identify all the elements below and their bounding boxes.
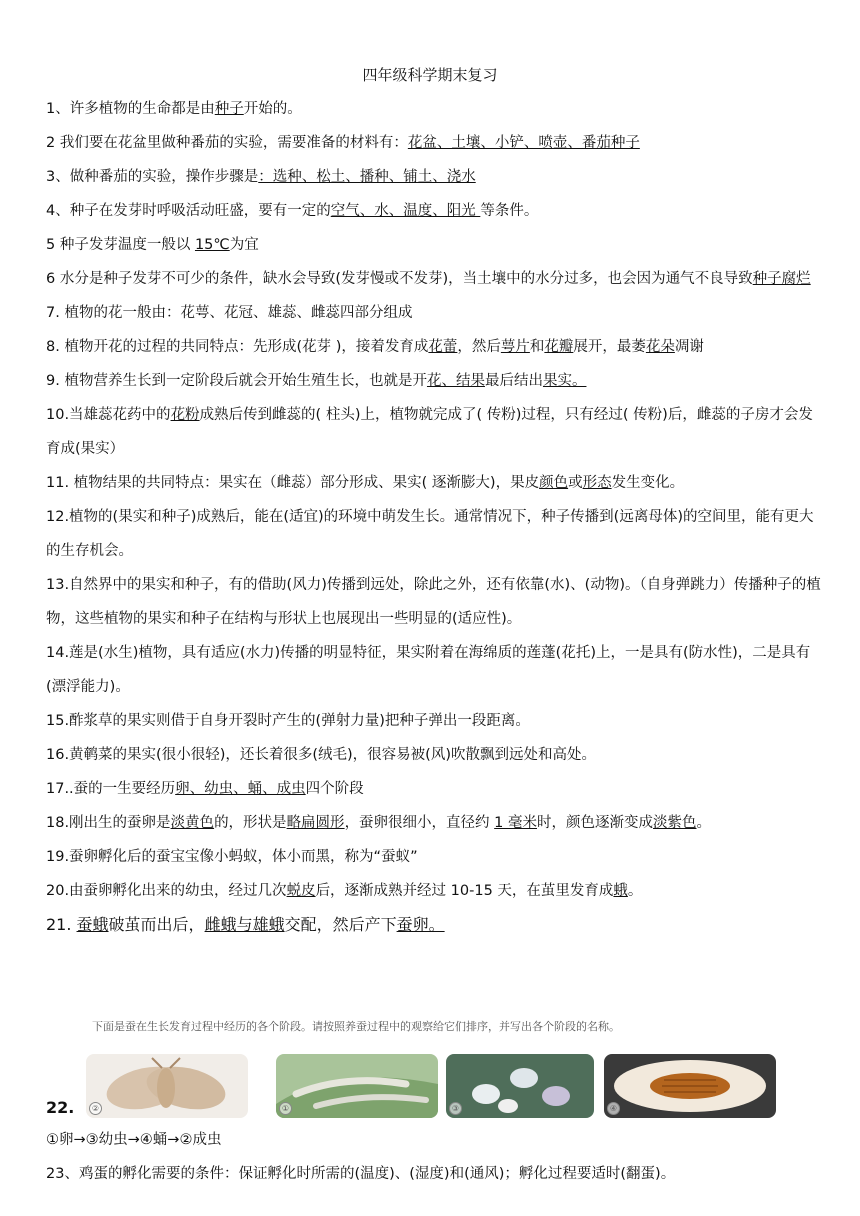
item-text: 交配，然后产下: [284, 915, 397, 934]
question-22-number: 22.: [46, 1098, 75, 1117]
question-22-instruction: 下面是蚕在生长发育过程中经历的各个阶段。请按照养蚕过程中的观察给它们排序，并写出各个阶段的名称。: [92, 1020, 620, 1033]
underlined-answer: 种子: [214, 101, 244, 117]
underlined-answer: 略扁圆形: [286, 815, 345, 831]
item-text: 开始的。: [243, 101, 302, 117]
underlined-answer: 蛾: [613, 883, 628, 899]
page-title: 四年级科学期末复习: [362, 66, 498, 84]
item-text: 6 水分是种子发芽不可少的条件，缺水会导致(发芽慢或不发芽)，当土壤中的水分过多，也会因为通气不良导致: [46, 271, 753, 287]
moth-photo: [86, 1054, 248, 1118]
review-item: [46, 262, 826, 296]
item-text: 7. 植物的花一般由：花萼、花冠、雄蕊、雌蕊四部分组成: [46, 305, 413, 321]
underlined-answer: 种子腐烂: [752, 271, 811, 287]
item-text: 5 种子发芽温度一般以: [46, 237, 195, 253]
review-item: [46, 738, 826, 772]
item-text: 1、许多植物的生命都是由: [46, 101, 215, 117]
review-item: [46, 126, 826, 160]
review-item: [46, 806, 826, 840]
silkworm-stage-photos: [86, 1054, 776, 1124]
item-text: 2 我们要在花盆里做种番茄的实验，需要准备的材料有：: [46, 135, 408, 151]
item-text: 和: [529, 339, 545, 355]
larva-icon: [276, 1054, 438, 1118]
review-item: [46, 772, 826, 806]
underlined-answer: 花粉: [170, 407, 200, 423]
item-text: 凋谢: [674, 339, 704, 355]
item-text: 。: [627, 883, 643, 899]
photo-number: ③: [449, 1102, 462, 1115]
review-item: [46, 840, 826, 874]
pupa-photo: [604, 1054, 776, 1118]
item-text: 等条件。: [480, 203, 539, 219]
item-text: 的，形状是: [214, 815, 287, 831]
underlined-answer: 形态: [582, 475, 612, 491]
item-text: ，蚕卵很细小，直径约: [344, 815, 495, 831]
item-text: 4、种子在发芽时呼吸活动旺盛，要有一定的: [46, 203, 331, 219]
underlined-answer: 淡紫色: [653, 815, 697, 831]
review-item: [46, 92, 826, 126]
underlined-answer: 15℃: [194, 237, 230, 253]
underlined-answer: 蜕皮: [286, 883, 316, 899]
item-text: 。: [696, 815, 712, 831]
underlined-answer: 萼片: [500, 339, 530, 355]
item-text: 时，颜色逐渐变成: [537, 815, 654, 831]
photo-number: ①: [279, 1102, 292, 1115]
photo-number: ④: [607, 1102, 620, 1115]
underlined-answer: 1 毫米: [494, 815, 538, 831]
underlined-answer: 雌蛾与雄蛾: [204, 915, 285, 934]
underlined-answer: 卵、幼虫、蛹、成虫: [175, 781, 306, 797]
item-text: 17..蚕的一生要经历: [46, 781, 176, 797]
item-text: 18.刚出生的蚕卵是: [46, 815, 171, 831]
item-text: 15.酢浆草的果实则借于自身开裂时产生的(弹射力量)把种子弹出一段距离。: [46, 713, 530, 729]
item-text: 12.植物的(果实和种子)成熟后，能在(适宜)的环境中萌发生长。通常情况下，种子传播到(远离母体)的空间里，能有更大的生存机会。: [46, 509, 814, 559]
item-text: 为宜: [229, 237, 259, 253]
item-text: 或: [568, 475, 583, 491]
egg-photo: [446, 1054, 594, 1118]
review-item: [46, 228, 826, 262]
item-text: 11. 植物结果的共同特点：果实在（雌蕊）部分形成、果实( 逐渐膨大)，果皮: [46, 475, 540, 491]
item-text: 发生变化。: [611, 475, 685, 491]
underlined-answer: 花蕾: [428, 339, 458, 355]
review-item: [46, 636, 826, 704]
item-text: 19.蚕卵孵化后的蚕宝宝像小蚂蚁，体小而黑，称为“蚕蚁”: [46, 849, 418, 865]
item-text: 9. 植物营养生长到一定阶段后就会开始生殖生长，也就是开: [46, 373, 427, 389]
underlined-answer: 花盆、土壤、小铲、喷壶、番茄种子: [407, 135, 640, 151]
review-item: [46, 908, 826, 942]
item-text: 最后结出: [484, 373, 543, 389]
item-text: 3、做种番茄的实验，操作步骤是: [46, 169, 259, 185]
item-text: 20.由蚕卵孵化出来的幼虫，经过几次: [46, 883, 287, 899]
underlined-answer: 空气、水、温度、阳光: [330, 203, 481, 219]
pupa-icon: [604, 1054, 776, 1118]
review-item: [46, 364, 826, 398]
item-text: ，然后: [457, 339, 501, 355]
underlined-answer: 蚕卵。: [396, 915, 445, 934]
item-text: 13.自然界中的果实和种子，有的借助(风力)传播到远处，除此之外，还有依靠(水)、(动物)。（自身弹跳力）传播种子的植物，这些植物的果实和种子在结构与形状上也展现出一些明显的(适应性)。: [46, 577, 821, 627]
review-item: [46, 466, 826, 500]
item-text: 10.当雄蕊花药中的: [46, 407, 171, 423]
review-item: [46, 194, 826, 228]
underlined-answer: 淡黄色: [170, 815, 215, 831]
review-item: [46, 568, 826, 636]
underlined-answer: 花朵: [645, 339, 675, 355]
item-text: 破茧而出后，: [108, 915, 205, 934]
item-text: 21.: [46, 915, 77, 934]
item-text: 14.莲是(水生)植物，具有适应(水力)传播的明显特征，果实附着在海绵质的莲蓬(花托)上，一是具有(防水性)，二是具有(漂浮能力)。: [46, 645, 811, 695]
review-item: [46, 296, 826, 330]
item-text: 后，逐渐成熟并经过 10-15 天，在茧里发育成: [315, 883, 614, 899]
egg-icon: [446, 1054, 594, 1118]
review-item-23: 23、鸡蛋的孵化需要的条件：保证孵化时所需的(温度)、(湿度)和(通风)；孵化过程要适时(翻蛋)。: [46, 1166, 676, 1182]
review-item: [46, 874, 826, 908]
item-text: 16.黄鹌菜的果实(很小很轻)，还长着很多(绒毛)，很容易被(风)吹散飘到远处和高处。: [46, 747, 596, 763]
review-item: [46, 704, 826, 738]
review-item: [46, 160, 826, 194]
larva-photo: [276, 1054, 438, 1118]
review-item: [46, 500, 826, 568]
review-item: [46, 398, 826, 466]
question-22-answer: ①卵→③幼虫→④蛹→②成虫: [46, 1132, 222, 1148]
review-items-list: [46, 92, 826, 942]
underlined-answer: 蚕蛾: [76, 915, 109, 934]
item-text: 四个阶段: [305, 781, 364, 797]
underlined-answer: 花、结果: [426, 373, 485, 389]
item-text: 8. 植物开花的过程的共同特点：先形成(花芽 )，接着发育成: [46, 339, 429, 355]
item-text: 展开，最萎: [573, 339, 646, 355]
underlined-answer: 颜色: [539, 475, 569, 491]
moth-icon: [86, 1054, 248, 1118]
underlined-answer: 花瓣: [544, 339, 574, 355]
review-item: [46, 330, 826, 364]
underlined-answer: 果实。: [542, 373, 587, 389]
underlined-answer: ：选种、松土、播种、铺土、浇水: [258, 169, 476, 185]
photo-number: ②: [89, 1102, 102, 1115]
item-text: 成熟后传到雌蕊的( 柱头)上，植物就完成了( 传粉)过程，只有经过( 传粉)后，雌蕊的子房才会发育成(果实）: [46, 407, 813, 457]
